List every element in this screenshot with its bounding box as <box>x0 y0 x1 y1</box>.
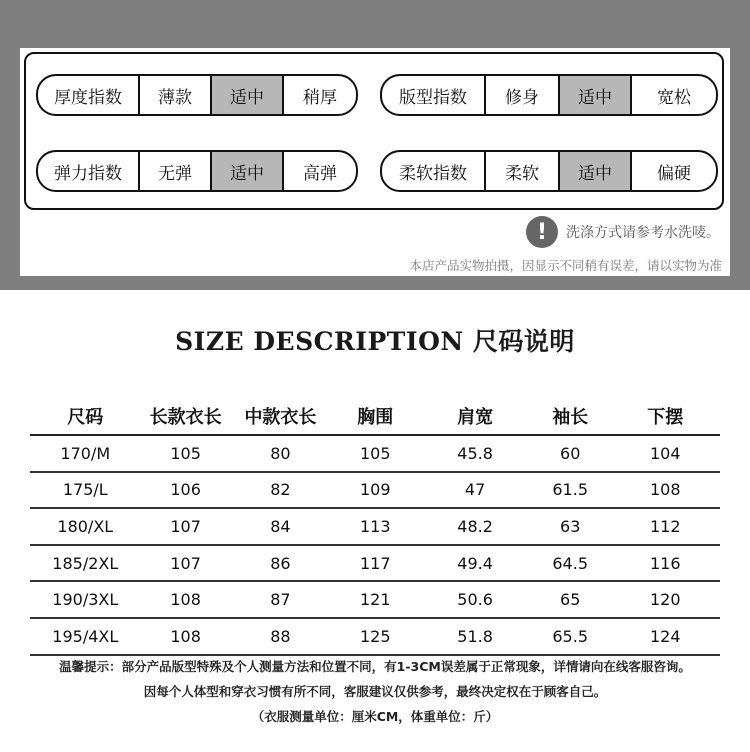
table-cell: 48.2 <box>420 508 530 545</box>
table-cell: 113 <box>330 508 420 545</box>
attribute-option: 无弹 <box>140 152 212 190</box>
attribute-label: 厚度指数 <box>38 76 140 114</box>
table-row <box>30 618 720 655</box>
column-header: 长款衣长 <box>141 398 231 435</box>
table-cell: 116 <box>610 545 720 582</box>
table-cell: 86 <box>231 545 330 582</box>
wash-note: 洗涤方式请参考水洗唛。 <box>566 225 720 241</box>
table-cell: 49.4 <box>420 545 530 582</box>
table-row <box>30 472 720 509</box>
table-cell: 185/2XL <box>30 545 141 582</box>
table-cell: 61.5 <box>530 472 611 509</box>
attribute-option-selected: 适中 <box>212 76 284 114</box>
column-header: 中款衣长 <box>231 398 330 435</box>
table-cell: 60 <box>530 435 611 472</box>
table-cell: 84 <box>231 508 330 545</box>
table-row <box>30 508 720 545</box>
table-header-row <box>30 398 720 435</box>
table-cell: 117 <box>330 545 420 582</box>
elasticity-index <box>36 150 358 192</box>
table-cell: 175/L <box>30 472 141 509</box>
table-cell: 180/XL <box>30 508 141 545</box>
column-header: 袖长 <box>530 398 611 435</box>
softness-index <box>380 150 718 192</box>
table-cell: 195/4XL <box>30 618 141 655</box>
attribute-option: 稍厚 <box>303 87 337 108</box>
attribute-option: 修身 <box>486 76 560 114</box>
attribute-option: 宽松 <box>657 87 691 108</box>
table-cell: 45.8 <box>420 435 530 472</box>
table-cell: 112 <box>610 508 720 545</box>
table-cell: 64.5 <box>530 545 611 582</box>
column-header: 肩宽 <box>420 398 530 435</box>
table-cell: 108 <box>141 618 231 655</box>
column-header: 下摆 <box>610 398 720 435</box>
table-cell: 107 <box>141 508 231 545</box>
attribute-option-selected: 适中 <box>560 76 632 114</box>
table-cell: 105 <box>141 435 231 472</box>
table-cell: 65 <box>530 581 611 618</box>
table-cell: 63 <box>530 508 611 545</box>
table-cell: 50.6 <box>420 581 530 618</box>
table-cell: 47 <box>420 472 530 509</box>
attribute-option-selected: 适中 <box>212 152 284 190</box>
table-cell: 170/M <box>30 435 141 472</box>
color-disclaimer: 本店产品实物拍摄，因显示不同稍有误差，请以实物为准 <box>409 258 722 273</box>
attribute-label: 弹力指数 <box>38 152 140 190</box>
column-header: 尺码 <box>30 398 141 435</box>
table-cell: 82 <box>231 472 330 509</box>
tip-line-2: 因每个人体型和穿衣习惯有所不同，客服建议仅供参考，最终决定权在于顾客自己。 <box>143 684 607 699</box>
attribute-option: 偏硬 <box>657 163 691 184</box>
column-header: 胸围 <box>330 398 420 435</box>
table-row <box>30 545 720 582</box>
table-cell: 51.8 <box>420 618 530 655</box>
attribute-label: 柔软指数 <box>382 152 486 190</box>
table-cell: 107 <box>141 545 231 582</box>
exclamation-icon: ! <box>526 216 558 248</box>
table-cell: 108 <box>610 472 720 509</box>
table-cell: 80 <box>231 435 330 472</box>
attribute-option: 薄款 <box>140 76 212 114</box>
attribute-card <box>20 48 730 276</box>
table-cell: 190/3XL <box>30 581 141 618</box>
table-row <box>30 581 720 618</box>
size-table <box>30 398 720 656</box>
thickness-index <box>36 74 358 116</box>
table-cell: 87 <box>231 581 330 618</box>
tip-line-3: （衣服测量单位：厘米CM，体重单位：斤） <box>251 709 499 724</box>
table-cell: 120 <box>610 581 720 618</box>
table-cell: 65.5 <box>530 618 611 655</box>
attribute-option-selected: 适中 <box>560 152 632 190</box>
size-title: SIZE DESCRIPTION 尺码说明 <box>175 327 575 356</box>
tip-line-1: 温馨提示：部分产品版型特殊及个人测量方法和位置不同，有1-3CM误差属于正常现象，详情请向在线客服咨询。 <box>59 659 691 674</box>
table-cell: 121 <box>330 581 420 618</box>
table-cell: 104 <box>610 435 720 472</box>
table-row <box>30 435 720 472</box>
table-cell: 106 <box>141 472 231 509</box>
attribute-option: 柔软 <box>486 152 560 190</box>
attribute-option: 高弹 <box>303 163 337 184</box>
fit-index <box>380 74 718 116</box>
table-cell: 105 <box>330 435 420 472</box>
table-cell: 125 <box>330 618 420 655</box>
table-cell: 124 <box>610 618 720 655</box>
table-cell: 109 <box>330 472 420 509</box>
table-cell: 88 <box>231 618 330 655</box>
table-cell: 108 <box>141 581 231 618</box>
attribute-label: 版型指数 <box>382 76 486 114</box>
wash-instruction <box>526 216 720 248</box>
